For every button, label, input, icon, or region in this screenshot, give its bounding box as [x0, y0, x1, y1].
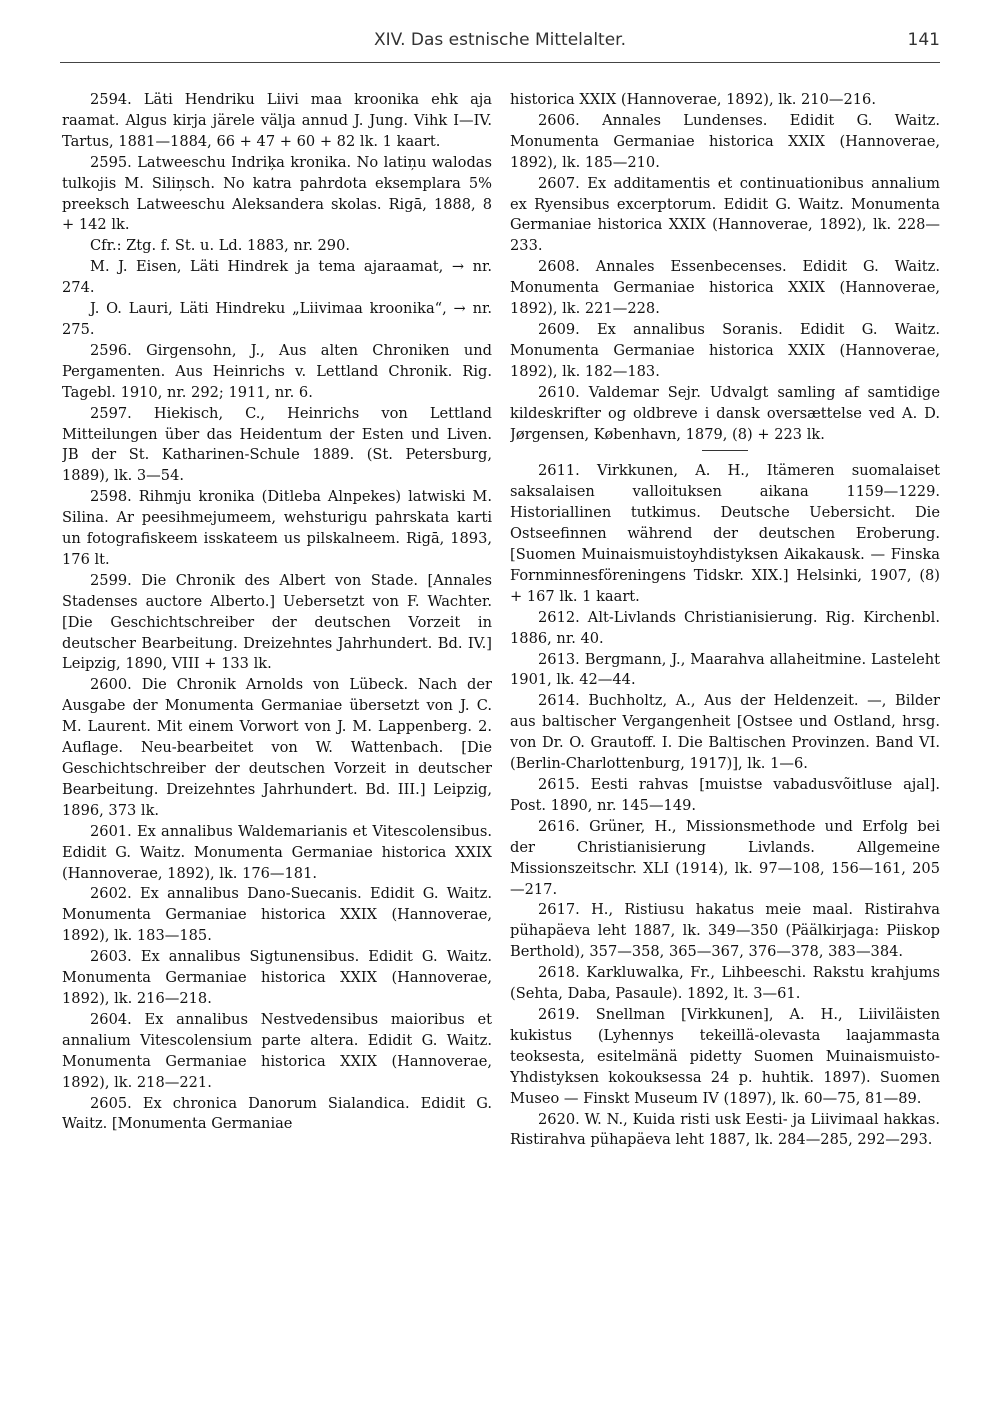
entry-2606: 2606. Annales Lundenses. Edidit G. Waitz. Monumenta Germaniae historica XXIX (Hannoverae, 1892), lk. 185—210.	[510, 111, 940, 171]
entry-2599: 2599. Die Chronik des Albert von Stade. [Annales Stadenses auctore Alberto.] Uebersetzt von F. Wachter. [Die Geschichtschreiber der deutschen Vorzeit in deutscher Bearbeitung. Dreizehntes Jahrhundert. Bd. IV.] Leipzig, 1890, VIII + 133 lk.	[62, 571, 492, 673]
entry-2597: 2597. Hiekisch, C., Heinrichs von Lettland Mitteilungen über das Heidentum der Esten und Liven. JB der St. Katharinen-Schule 1889. (St. Petersburg, 1889), lk. 3—54.	[62, 404, 492, 485]
entry-2611: 2611. Virkkunen, A. H., Itämeren suomalaiset saksalaisen valloituksen aikana 1159—1229. Historiallinen tutkimus. Deutsche Uebersicht. Die Ostseefinnen während der deutschen Eroberung. [Suomen Muinaismuistoyhdistyksen Aikakausk. — Finska Fornminnesföreningens Tidskr. XIX.] Helsinki, 1907, (8) + 167 lk. 1 kaart.	[510, 462, 940, 605]
entry-cross-reference: J. O. Lauri, Läti Hindreku „Liivimaa kroonika“, → nr. 275.	[62, 300, 492, 338]
running-title: XIV. Das estnische Mittelalter.	[374, 30, 626, 50]
entry-2613: 2613. Bergmann, J., Maarahva allaheitmine. Lasteleht 1901, lk. 42—44.	[510, 650, 940, 689]
entry-2601: 2601. Ex annalibus Waldemarianis et Vitescolensibus. Edidit G. Waitz. Monumenta Germaniae historica XXIX (Hannoverae, 1892), lk. 176—181.	[62, 822, 492, 882]
entry-2604: 2604. Ex annalibus Nestvedensibus maioribus et annalium Vitescolensium parte altera. Edidit G. Waitz. Monumenta Germaniae historica XXIX (Hannoverae, 1892), lk. 218—221.	[62, 1010, 492, 1091]
entry-cross-reference: Cfr.: Ztg. f. St. u. Ld. 1883, nr. 290.	[90, 237, 351, 255]
entry-2596: 2596. Girgensohn, J., Aus alten Chroniken und Pergamenten. Aus Heinrichs v. Lettland Chronik. Rig. Tagebl. 1910, nr. 292; 1911, nr. 6.	[62, 341, 492, 401]
entry-2603: 2603. Ex annalibus Sigtunensibus. Edidit G. Waitz. Monumenta Germaniae historica XXIX (Hannoverae, 1892), lk. 216—218.	[62, 948, 492, 1007]
entry-2605: 2605. Ex chronica Danorum Sialandica. Edidit G. Waitz. [Monumenta Germaniae	[62, 1094, 492, 1133]
entry-2615: 2615. Eesti rahvas [muistse vabadusvõitluse ajal]. Post. 1890, nr. 145—149.	[510, 776, 940, 814]
page-header	[60, 30, 940, 58]
left-column	[62, 90, 492, 1390]
entry-2616: 2616. Grüner, H., Missionsmethode und Erfolg bei der Christianisierung Livlands. Allgemeine Missionszeitschr. XLI (1914), lk. 97—108, 156—161, 205—217.	[510, 817, 940, 898]
entry-2617: 2617. H., Ristiusu hakatus meie maal. Ristirahva pühapäeva leht 1887, lk. 349—350 (Päälkirjaga: Piiskop Berthold), 357—358, 365—367, 376—378, 383—384.	[510, 901, 940, 961]
entry-2602: 2602. Ex annalibus Dano-Suecanis. Edidit G. Waitz. Monumenta Germaniae historica XXIX (Hannoverae, 1892), lk. 183—185.	[62, 885, 492, 945]
header-rule	[60, 62, 940, 63]
entry-2598: 2598. Rihmju kronika (Ditleba Alnpekes) latwiski M. Silina. Ar peesihmejumeem, wehsturigu pahrskata karti un fotografiskeem isskateem us pilskalneem. Rigā, 1893, 176 lt.	[62, 488, 492, 568]
entry-2600: 2600. Die Chronik Arnolds von Lübeck. Nach der Ausgabe der Monumenta Germaniae übersetzt von J. C. M. Laurent. Mit einem Vorwort von J. M. Lappenberg. 2. Auflage. Neu-bearbeitet von W. Wattenbach. [Die Geschichtschreiber der deutschen Vorzeit in deutscher Bearbeitung. Dreizehntes Jahrhundert. Bd. III.] Leipzig, 1896, 373 lk.	[62, 676, 492, 819]
entry-cross-reference: M. J. Eisen, Läti Hindrek ja tema ajaraamat, → nr. 274.	[62, 258, 492, 297]
entry-2594: 2594. Läti Hendriku Liivi maa kroonika ehk aja raamat. Algus kirja järele välja annud J. Jung. Vihk I—IV. Tartus, 1881—1884, 66 + 47 + 60 + 82 lk. 1 kaart.	[62, 91, 492, 150]
page-number: 141	[907, 30, 940, 50]
entry-2595: 2595. Latweeschu Indriķa kronika. No latiņu walodas tulkojis M. Siliņsch. No katra pahrdota eksemplara 5% preeksch Latweeschu Aleksandera skolas. Rigā, 1888, 8 + 142 lk.	[62, 153, 492, 234]
entry-2610: 2610. Valdemar Sejr. Udvalgt samling af samtidige kildeskrifter og oldbreve i dansk oversættelse ved A. D. Jørgensen, København, 1879, (8) + 223 lk.	[510, 383, 940, 443]
entry-2619: 2619. Snellman [Virkkunen], A. H., Liiviläisten kukistus (Lyhennys tekeillä-olevasta laajammasta teoksesta, esitelmänä pidetty Suomen Muinaismuisto-Yhdistyksen kokouksessa 24 p. huhtik. 1897). Suomen Museo — Finskt Museum IV (1897), lk. 60—75, 81—89.	[510, 1005, 940, 1107]
right-column	[510, 90, 940, 1390]
entry-2614: 2614. Buchholtz, A., Aus der Heldenzeit. —, Bilder aus baltischer Vergangenheit [Ostsee und Ostland, hrsg. von Dr. O. Grautoff. I. Die Baltischen Provinzen. Band VI. (Berlin-Charlottenburg, 1917)], lk. 1—6.	[510, 692, 940, 773]
section-divider	[702, 450, 748, 451]
entry-2605-continued: historica XXIX (Hannoverae, 1892), lk. 210—216.	[510, 91, 876, 108]
entry-2618: 2618. Karkluwalka, Fr., Lihbeeschi. Rakstu krahjums (Sehta, Daba, Pasaule). 1892, lt. 3—61.	[510, 964, 940, 1003]
entry-2607: 2607. Ex additamentis et continuationibus annalium ex Ryensibus excerptorum. Edidit G. Waitz. Monumenta Germaniae historica XXIX (Hannoverae, 1892), lk. 228—233.	[510, 174, 940, 255]
entry-2612: 2612. Alt-Livlands Christianisierung. Rig. Kirchenbl. 1886, nr. 40.	[510, 608, 940, 647]
entry-2609: 2609. Ex annalibus Soranis. Edidit G. Waitz. Monumenta Germaniae historica XXIX (Hannoverae, 1892), lk. 182—183.	[510, 320, 940, 380]
entry-2620: 2620. W. N., Kuida risti usk Eesti- ja Liivimaal hakkas. Ristirahva pühapäeva leht 1887, lk. 284—285, 292—293.	[510, 1110, 940, 1149]
entry-2608: 2608. Annales Essenbecenses. Edidit G. Waitz. Monumenta Germaniae historica XXIX (Hannoverae, 1892), lk. 221—228.	[510, 258, 940, 318]
